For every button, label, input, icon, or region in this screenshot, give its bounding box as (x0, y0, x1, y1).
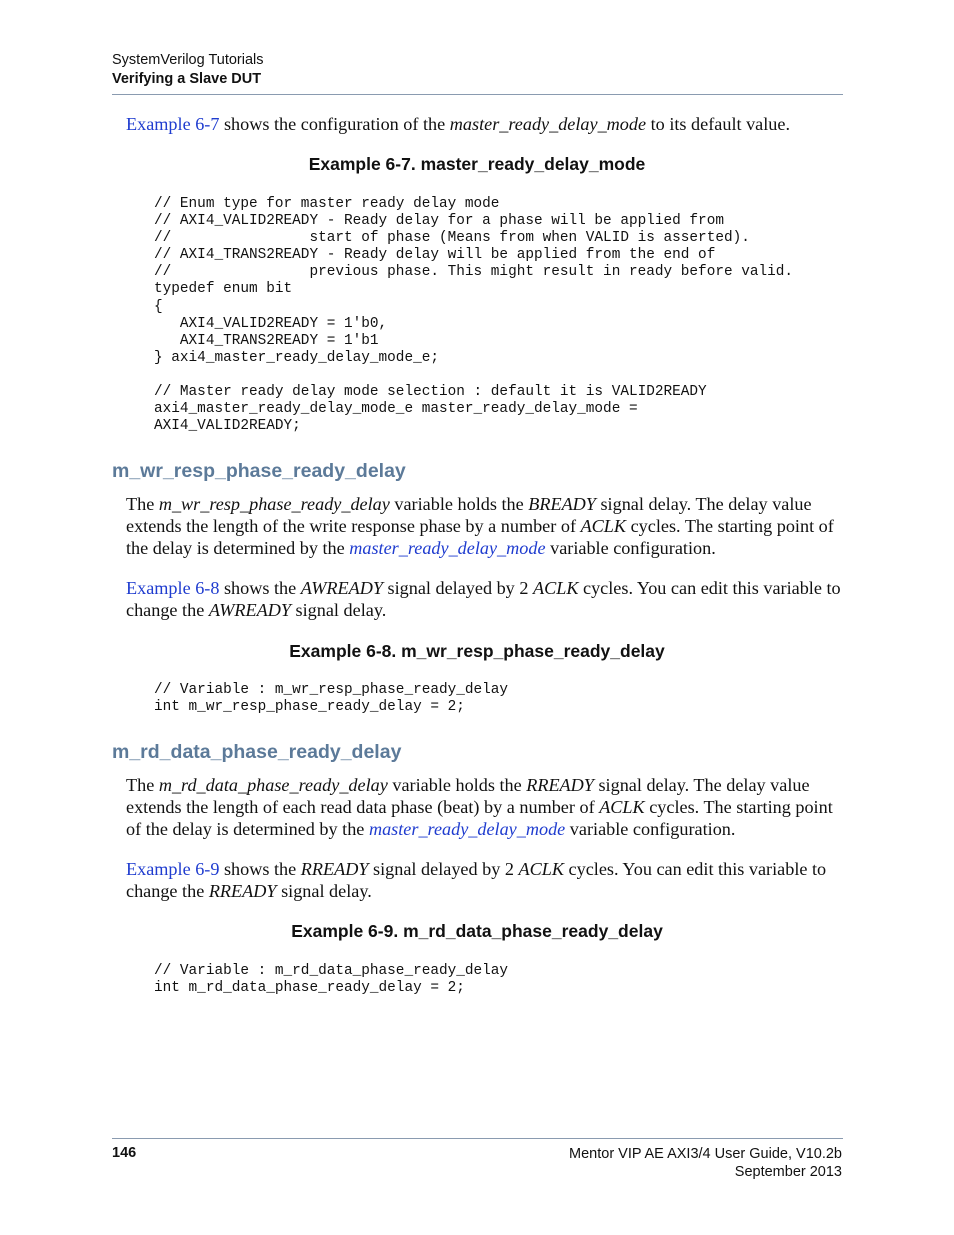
rd-data-description-paragraph: The m_rd_data_phase_ready_delay variable holds the RREADY signal delay. The delay value extends the length of each read data phase (beat) by a number of ACLK cycles. The starting point of the delay is determined by the master_ready_delay_mode variable configuration. (126, 775, 833, 839)
intro-paragraph: Example 6-7 shows the configuration of the master_ready_delay_mode to its default value. (126, 114, 791, 134)
section-heading-rd-data: m_rd_data_phase_ready_delay (112, 741, 402, 763)
section-heading-wr-resp: m_wr_resp_phase_ready_delay (112, 460, 406, 482)
example-6-9-title: Example 6-9. m_rd_data_phase_ready_delay (291, 921, 663, 941)
example-6-8-code: // Variable : m_wr_resp_phase_ready_delay int m_wr_resp_phase_ready_delay = 2; (154, 682, 509, 716)
page-number: 146 (112, 1145, 137, 1161)
header-rule (112, 94, 843, 95)
example-6-9-code: // Variable : m_rd_data_phase_ready_delay int m_rd_data_phase_ready_delay = 2; (154, 963, 509, 997)
master-ready-delay-mode-link[interactable]: master_ready_delay_mode (349, 538, 546, 558)
example-6-8-title: Example 6-8. m_wr_resp_phase_ready_delay (289, 641, 665, 661)
master-ready-delay-mode-link[interactable]: master_ready_delay_mode (368, 819, 566, 839)
example-6-9-link[interactable]: Example 6-9 (126, 859, 220, 879)
footer-info (569, 1145, 842, 1181)
example-6-7-link[interactable]: Example 6-7 (126, 114, 220, 134)
footer-guide-title: Mentor VIP AE AXI3/4 User Guide, V10.2b (569, 1146, 842, 1162)
example-6-8-link[interactable]: Example 6-8 (126, 578, 220, 598)
running-header (112, 51, 264, 89)
running-header-subtitle: Verifying a Slave DUT (112, 71, 262, 87)
rd-data-example-paragraph: Example 6-9 shows the RREADY signal delayed by 2 ACLK cycles. You can edit this variable to change the RREADY signal delay. (126, 859, 827, 901)
running-header-title: SystemVerilog Tutorials (112, 52, 264, 68)
footer-date: September 2013 (734, 1164, 842, 1180)
example-6-7-code: // Enum type for master ready delay mode // AXI4_VALID2READY - Ready delay for a phase will be applied from // start of phase (Means from when VALID is asserted). // AXI4_TRANS2READY - Ready delay will be applied from the end of // previous phase. This might result in ready before valid. typedef enum bit { AXI4_VALID2READY = 1'b0, AXI4_TRANS2READY = 1'b1 } axi4_master_ready_delay_mode_e; // Master ready delay mode selection : default it is VALID2READY axi4_master_ready_delay_mode_e master_ready_delay_mode = AXI4_VALID2READY; (154, 196, 794, 435)
footer-rule (112, 1138, 843, 1139)
wr-resp-example-paragraph: Example 6-8 shows the AWREADY signal delayed by 2 ACLK cycles. You can edit this variable to change the AWREADY signal delay. (126, 578, 841, 620)
example-6-7-title: Example 6-7. master_ready_delay_mode (308, 154, 646, 174)
wr-resp-description-paragraph: The m_wr_resp_phase_ready_delay variable holds the BREADY signal delay. The delay value extends the length of the write response phase by a number of ACLK cycles. The starting point of the delay is determined by the master_ready_delay_mode variable configuration. (126, 494, 834, 558)
